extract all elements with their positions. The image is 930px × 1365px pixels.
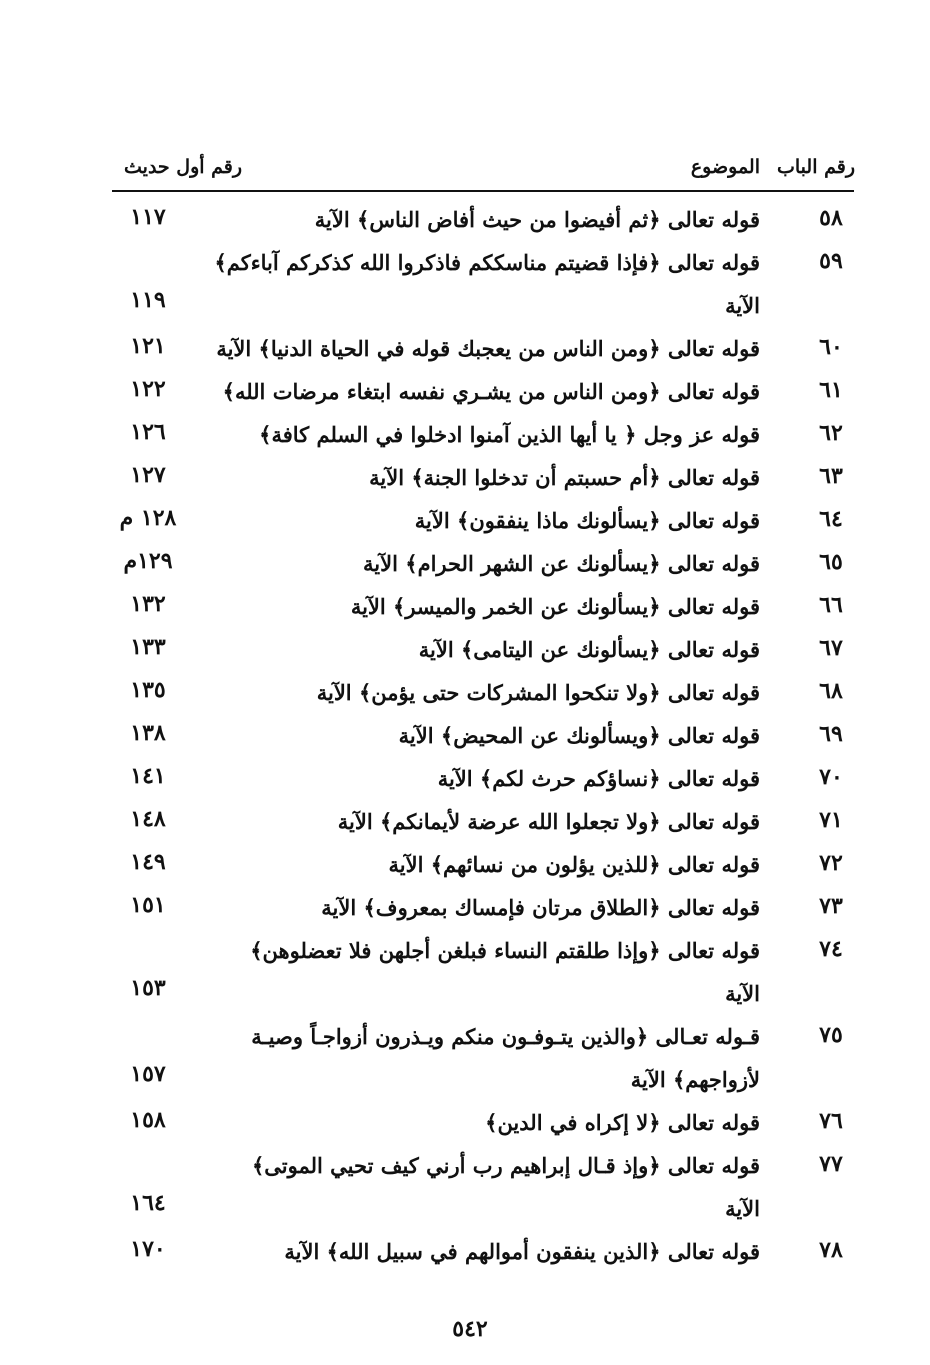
chapter-number: ٦٣ [819,463,843,489]
page-number: ٥٤٢ [452,1316,488,1342]
table-row [95,929,855,1015]
table-row [95,671,855,714]
table-row [95,370,855,413]
chapter-number: ٧٦ [819,1108,843,1134]
chapter-number: ٧٨ [819,1237,843,1263]
chapter-number: ٧٧ [819,1151,843,1177]
topic-text [200,585,760,628]
first-hadith-number: ١٣٨ [130,720,166,746]
table-row [95,1230,855,1273]
table-row [95,585,855,628]
first-hadith-number: ١٦٤ [130,1190,166,1216]
first-hadith-number: ١٢١ [130,333,166,359]
chapter-number: ٧٠ [819,764,843,790]
topic-text [200,327,760,370]
first-hadith-number: ١١٩ [130,287,166,313]
table-row [95,628,855,671]
table-row [95,198,855,241]
chapter-number-heading: رقم الباب [777,156,855,178]
table-row [95,1015,855,1101]
table-row [95,456,855,499]
topic-text [200,628,760,671]
first-hadith-number: ١٢٨ م [119,505,177,531]
table-row [95,843,855,886]
topic-line: قوله تعالى ﴿وإذا طلقتم النساء فبلغن أجلهن فلا تعضلوهن﴾ [250,938,760,963]
topic-text [200,499,760,542]
first-hadith-number: ١٢٦ [130,419,166,445]
topic-line: قوله تعالى ﴿وإذ قـال إبراهيم رب أرني كيف تحيي الموتى﴾ [251,1153,760,1178]
header-divider [112,190,854,192]
topic-text [200,413,760,456]
topic-line: قوله تعالى ﴿الذين ينفقون أموالهم في سبيل الله﴾ الآية [284,1239,760,1264]
topic-text [200,886,760,929]
topic-line: قوله تعالى ﴿ولا تجعلوا الله عرضة لأيمانكم﴾ الآية [337,809,760,834]
table-row [95,800,855,843]
first-hadith-number: ١٥٣ [130,975,166,1001]
first-hadith-number: ١٣٣ [130,634,166,660]
chapter-number: ٧١ [819,807,843,833]
topic-line: الآية [725,981,760,1006]
table-row [95,241,855,327]
topic-text [200,241,760,327]
table-row [95,413,855,456]
topic-text [200,456,760,499]
topic-text [200,800,760,843]
topic-line: قوله تعالى ﴿يسألونك عن الشهر الحرام﴾ الآية [363,551,760,576]
first-hadith-number: ١٢٩م [123,548,173,574]
topic-line: لأزواجهم﴾ الآية [630,1067,760,1092]
table-header [110,156,855,188]
topic-line: قوله تعالى ﴿فإذا قضيتم مناسككم فاذكروا الله كذكركم آباءكم﴾ [214,250,760,275]
first-hadith-number: ١٧٠ [130,1236,166,1262]
topic-line: قوله تعالى ﴿يسألونك ماذا ينفقون﴾ الآية [414,508,760,533]
topic-line: قوله تعالى ﴿ومن الناس من يشـري نفسه ابتغاء مرضات الله﴾ [222,379,760,404]
topic-line: الآية [725,293,760,318]
topic-line: قوله تعالى ﴿ومن الناس من يعجبك قوله في الحياة الدنيا﴾ الآية [216,336,760,361]
topic-line: قوله عز وجل ﴿ يا أيها الذين آمنوا ادخلوا في السلم كافة﴾ [259,422,760,447]
table-row [95,327,855,370]
topic-text [200,198,760,241]
topic-line: قوله تعالى ﴿ويسألونك عن المحيض﴾ الآية [398,723,760,748]
first-hadith-number: ١٣٢ [130,591,166,617]
topic-line: قوله تعالى ﴿ثم أفيضوا من حيث أفاض الناس﴾ الآية [314,207,760,232]
topic-line: قوله تعالى ﴿ولا تنكحوا المشركات حتى يؤمن﴾ الآية [316,680,760,705]
chapter-number: ٧٤ [819,936,843,962]
index-table [95,198,855,1273]
table-row [95,499,855,542]
chapter-number: ٧٢ [819,850,843,876]
chapter-number: ٦٢ [819,420,843,446]
chapter-number: ٦٥ [819,549,843,575]
chapter-number: ٥٨ [819,205,843,231]
topic-line: قوله تعالى ﴿يسألونك عن الخمر والميسر﴾ الآية [350,594,760,619]
topic-text [200,757,760,800]
chapter-number: ٦٤ [819,506,843,532]
chapter-number: ٦٧ [819,635,843,661]
topic-line: قوله تعالى ﴿الطلاق مرتان فإمساك بمعروف﴾ الآية [321,895,760,920]
topic-line: قوله تعالى ﴿للذين يؤلون من نسائهم﴾ الآية [388,852,760,877]
table-row [95,1144,855,1230]
topic-heading: الموضوع [690,156,760,178]
first-hadith-number: ١٢٢ [130,376,166,402]
chapter-number: ٧٥ [819,1022,843,1048]
first-hadith-number: ١٤٩ [130,849,166,875]
chapter-number: ٦٠ [819,334,843,360]
first-hadith-number: ١٥٧ [130,1061,166,1087]
table-row [95,1101,855,1144]
chapter-number: ٦٩ [819,721,843,747]
topic-line: الآية [725,1196,760,1221]
topic-line: قوله تعالى ﴿يسألونك عن اليتامى﴾ الآية [418,637,760,662]
chapter-number: ٥٩ [819,248,843,274]
first-hadith-number: ١٥١ [130,892,166,918]
first-hadith-number: ١٤٨ [130,806,166,832]
topic-line: قوله تعالى ﴿لا إكراه في الدين﴾ [485,1110,760,1135]
topic-text [200,1015,760,1101]
topic-text [200,1101,760,1144]
topic-text [200,843,760,886]
table-row [95,886,855,929]
topic-text [200,714,760,757]
topic-text [200,370,760,413]
topic-line: قـوله تعـالى ﴿والذين يتـوفـون منكم ويـذرون أزواجـاً وصيـة [251,1024,760,1049]
table-row [95,757,855,800]
table-row [95,542,855,585]
topic-text [200,929,760,1015]
first-hadith-number: ١٤١ [130,763,166,789]
table-row [95,714,855,757]
first-hadith-number: ١١٧ [130,204,166,230]
chapter-number: ٦٨ [819,678,843,704]
chapter-number: ٦٦ [819,592,843,618]
first-hadith-heading: رقم أول حديث [124,156,243,178]
topic-text [200,1230,760,1273]
chapter-number: ٦١ [819,377,843,403]
topic-line: قوله تعالى ﴿أم حسبتم أن تدخلوا الجنة﴾ الآية [369,465,760,490]
topic-text [200,1144,760,1230]
first-hadith-number: ١٥٨ [130,1107,166,1133]
topic-text [200,542,760,585]
topic-line: قوله تعالى ﴿نساؤكم حرث لكم﴾ الآية [437,766,760,791]
topic-text [200,671,760,714]
first-hadith-number: ١٣٥ [130,677,166,703]
chapter-number: ٧٣ [819,893,843,919]
first-hadith-number: ١٢٧ [130,462,166,488]
